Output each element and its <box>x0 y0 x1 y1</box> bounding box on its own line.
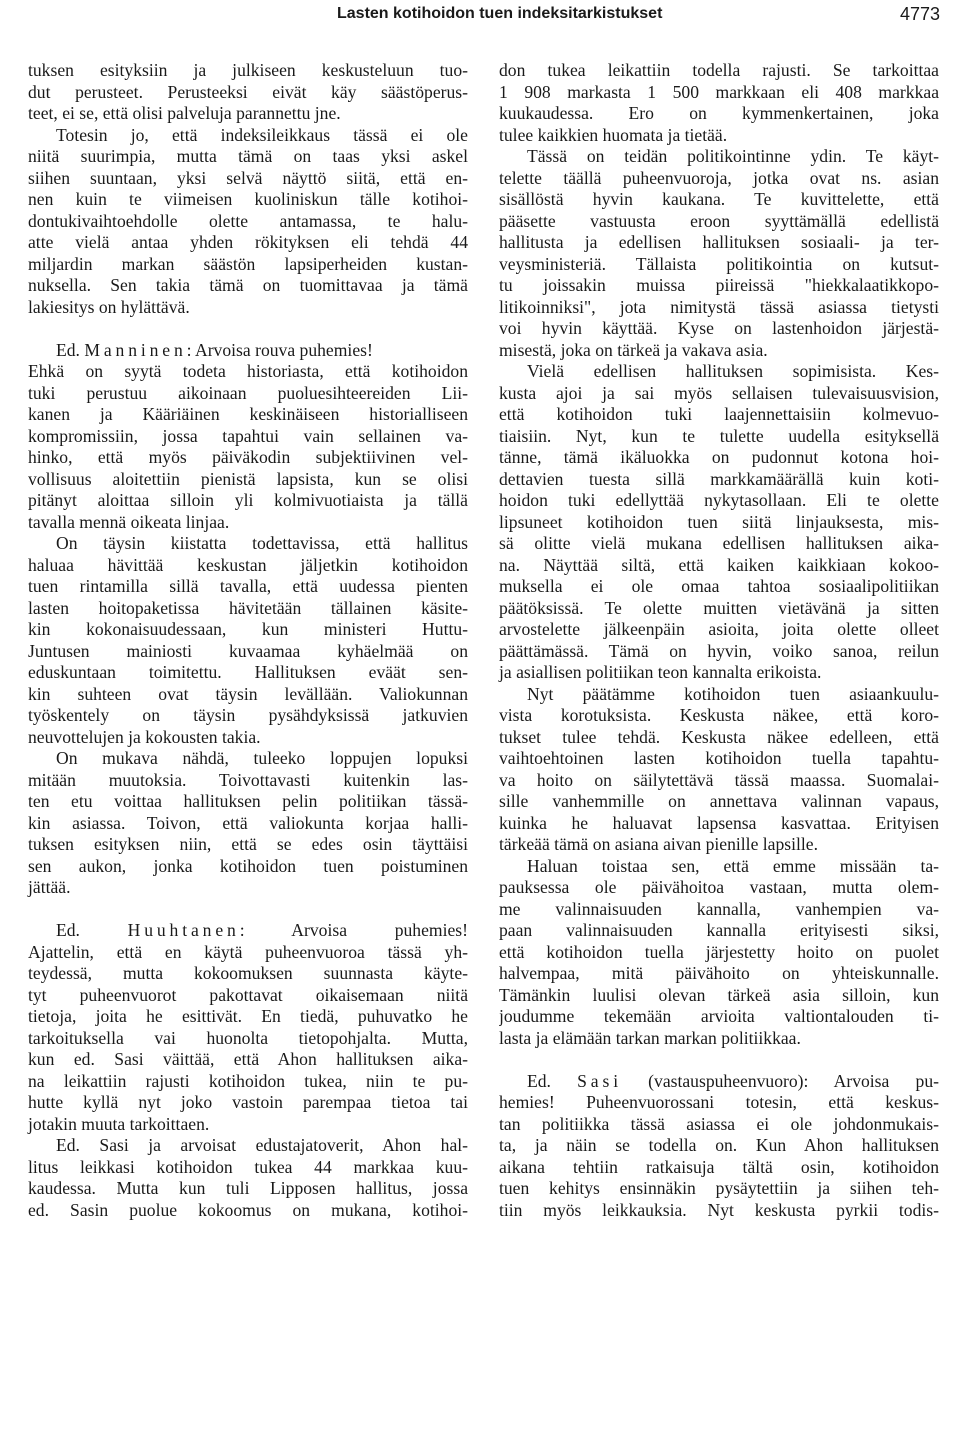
text-line: voi hyvin käyttää. Kyse on lastenhoidon järjestä- <box>499 318 939 338</box>
text-line: sille vanhemmille on annettava valinnan vapaus, <box>499 791 939 811</box>
text-line: misestä, joka on tärkeä ja vakava asia. <box>499 339 768 360</box>
text-line: päättämässä. Tämä on hyvin, voiko sanoa, reilun <box>499 640 939 661</box>
text-line: hallitusta ja edellisen hallituksen sosiaali- ja ter- <box>499 232 939 252</box>
text-line: tan politiikka tässä asiassa ei ole johdonmukais- <box>499 1113 939 1134</box>
text-line: On täysin kiistatta todettavissa, että hallitus <box>56 533 468 553</box>
text-line <box>28 340 468 362</box>
text-line: muksella ei ole omaa tahtoa sosiaalipolitiikan <box>499 576 939 596</box>
page-number: 4773 <box>899 4 940 24</box>
text-line: Haluan toistaa sen, että emme missään ta- <box>527 855 939 876</box>
text-line: Tässä on teidän politikointinne ydin. Te käyt- <box>527 146 939 166</box>
text-line: dut perusteet. Perusteeksi eivät käy säästöperus- <box>28 81 468 102</box>
speech-text: : Arvoisa rouva puhemies! <box>186 339 373 360</box>
speaker-name: Sasi <box>577 1070 622 1091</box>
text-line: va hoito on säilytettävä tässä maassa. Suomalai- <box>499 769 939 790</box>
paragraph-gap <box>499 1049 939 1071</box>
text-line: ten etu voittaa hallituksen pelin politiikan tässä- <box>28 791 468 811</box>
text-line <box>499 1071 939 1093</box>
text-line: halvempaa, mitä päivähoito on yhteiskunnalle. <box>499 963 939 983</box>
text-line: don tukea leikattiin todella rajusti. Se tarkoittaa <box>499 60 939 80</box>
speaker-name: Huuhtanen <box>127 920 240 940</box>
text-line: Ed. Sasi ja arvoisat edustajatoverit, Ahon hal- <box>56 1135 468 1155</box>
text-line: dettavien tuesta sillä markkamäärällä kuin koti- <box>499 468 939 489</box>
text-line: lakiesitys on hylättävä. <box>28 296 190 317</box>
text-line: 1 908 markasta 1 500 markkaan eli 408 markkaa <box>499 81 939 102</box>
text-line: joudumme tekemään arvioita valtiontalouden ti- <box>499 1006 939 1026</box>
running-title: Lasten kotihoidon tuen indeksitarkistukset <box>337 5 663 22</box>
text-line: sen aukon, jonka kotihoidon tuen poistuminen <box>28 855 468 876</box>
text-line: pauksessa ole päivähoitoa vastaan, mutta olem- <box>499 877 939 897</box>
text-line: kin suhteen ovat täysin levällään. Valiokunnan <box>28 683 468 704</box>
text-line: me valinnaisuuden kannalla, vanhempien va- <box>499 898 939 919</box>
text-line: telette täällä puheenvuoroja, jotka ovat ns. asian <box>499 167 939 188</box>
left-column <box>28 60 468 1221</box>
text-line: Juntusen mainiosti kuvaamaa kyhäelmää on <box>28 640 468 661</box>
text-line: kuinka he haluavat lapsensa kasvattaa. Erityisen <box>499 812 939 833</box>
text-line: Ajattelin, että en käytä puheenvuoroa tässä yh- <box>28 941 468 962</box>
text-line: hoidon tuki edellyttää nykytasollaan. Eli te olette <box>499 490 939 510</box>
text-line <box>28 920 468 942</box>
text-line: päätöksissä. Te olette muitten vietävänä ja sitten <box>499 597 939 618</box>
text-line: neuvottelujen ja kokousten takia. <box>28 726 261 747</box>
text-line: pääsette vastuusta eroon syyttämällä edellistä <box>499 210 939 231</box>
text-line: työskentely on täysin pysähdyksissä jatkuvien <box>28 705 468 725</box>
text-line: ed. Sasin puolue kokoomus on mukana, kotihoi- <box>28 1199 468 1220</box>
text-line: teet, ei se, että olisi palveluja parannettu jne. <box>28 103 341 123</box>
text-line: sä olitte vielä mukana edellisen hallituksen aika- <box>499 533 939 553</box>
text-line: tulee kaikkien huomata ja tietää. <box>499 124 728 145</box>
text-line: tuen kehitys ensinnäkin pysäytettiin ja siihen teh- <box>499 1178 939 1198</box>
text-line: tietoja, joita he esittivät. En tiedä, puhuvatko he <box>28 1006 468 1026</box>
text-line: Vielä edellisen hallituksen sopimisista. Kes- <box>527 361 939 381</box>
text-line: paan valinnaisuuden kannalla erityisesti siksi, <box>499 920 939 940</box>
text-line: kin kokonaisuudessaan, kun ministeri Huttu- <box>28 619 468 639</box>
text-line: tuki perustuu aikoinaan puoluesihteereiden Lii- <box>28 382 468 403</box>
text-line: dontukivaihtoehdolle olette antamassa, te halu- <box>28 210 468 231</box>
speech-text: (vastauspuheenvuoro): Arvoisa pu- <box>621 1070 939 1091</box>
text-line: kanen ja Kääriäinen keskinäiseen historialliseen <box>28 404 468 424</box>
right-column <box>499 60 939 1221</box>
text-line: tuksen esityksiin ja julkiseen keskusteluun tuo- <box>28 60 468 80</box>
text-line: Totesin jo, että indeksileikkaus tässä ei ole <box>56 124 468 145</box>
text-line: lasta ja elämään tarkan markan politiikkaa. <box>499 1027 801 1048</box>
speech-text: : Arvoisa puhemies! <box>239 920 468 940</box>
text-line: hutte kyllä nyt joko vastoin parempaa tietoa tai <box>28 1092 468 1112</box>
text-line: eduskuntaan toimitettu. Hallituksen eväät sen- <box>28 662 468 682</box>
text-line: jättää. <box>28 877 71 897</box>
text-line: na leikattiin rajusti kotihoidon tukea, niin te pu- <box>28 1070 468 1091</box>
text-line: ja asiallisen politiikan teon kannalta erikoista. <box>499 662 822 682</box>
text-line: tavalla mennä oikeata linjaa. <box>28 511 230 532</box>
text-line: sisällöstä hyvin kaukana. Te kuvittelette, että <box>499 189 939 209</box>
text-line: na. Näyttää siltä, että kaiken kaikkiaan kokoo- <box>499 554 939 575</box>
text-line: nuksella. Sen takia tämä on tuomittavaa ja tämä <box>28 275 468 295</box>
text-line: tärkeää tämä on asiana aivan pienille lapsille. <box>499 834 818 854</box>
text-line: veysministeriä. Tällaista politikointia on kutsut- <box>499 253 939 274</box>
text-line: tukset tulee tehdä. Keskusta näkee edelleen, että <box>499 726 939 747</box>
text-line: tyt puheenvuorot pakottavat oikaisemaan niitä <box>28 984 468 1005</box>
paragraph-gap <box>28 318 468 340</box>
text-line: pitänyt aloittaa silloin yli kolmivuotiaista ja tällä <box>28 490 468 510</box>
text-line: tuksen esityksen niin, että se edes osin täyttäisi <box>28 834 468 854</box>
text-line: litus leikkasi kotihoidon tukea 44 markkaa kuu- <box>28 1156 468 1177</box>
text-line: litikoinniksi", jota nimitystä tässä asiassa tietysti <box>499 296 939 317</box>
text-line: siihen suuntaan, yksi selvä näyttö siitä, että en- <box>28 167 468 188</box>
speaker-prefix: Ed. <box>56 339 85 360</box>
text-line: lipsuneet kotihoidon tuen siitä linjauksesta, mis- <box>499 511 939 532</box>
text-line: hemies! Puheenvuorossani totesin, että keskus- <box>499 1092 939 1112</box>
text-line: tänne, tämä ikäluokka on pudonnut kotona hoi- <box>499 447 939 467</box>
text-line: kaudessa. Mutta kun tuli Lipposen hallitus, jossa <box>28 1178 468 1198</box>
text-line: aikana tehtiin ratkaisuja tältä osin, kotihoidon <box>499 1156 939 1177</box>
speaker-name: Manninen <box>84 339 187 360</box>
text-line: Ehkä on syytä todeta historiasta, että kotihoidon <box>28 361 468 381</box>
text-line: vaihtoehtoinen lasten kotihoidon tuella tapahtu- <box>499 748 939 768</box>
text-line: haluaa hävittää keskustan jäljetkin kotihoidon <box>28 554 468 575</box>
speaker-prefix: Ed. <box>527 1070 578 1091</box>
text-line: kun ed. Sasi väittää, että Ahon hallituksen aika- <box>28 1049 468 1069</box>
text-line: lasten hoitopaketissa hävitetään tällainen käsite- <box>28 597 468 618</box>
text-line: tuen rintamilla sillä tavalla, että uudessa pienten <box>28 576 468 596</box>
text-line: ta, ja näin se todella on. Kun Ahon hallituksen <box>499 1135 939 1155</box>
text-line: nen kuin te viimeisen kuoliniskun tälle kotihoi- <box>28 189 468 209</box>
text-line: niitä suurimpia, mutta tämä on taas yksi askel <box>28 146 468 166</box>
text-line: On mukava nähdä, tuleeko loppujen lopuksi <box>56 748 468 768</box>
speaker-prefix: Ed. <box>56 920 128 940</box>
text-line: vista korotuksista. Keskusta näkee, että koro- <box>499 705 939 725</box>
text-line: että kotihoidon tuki laajennettaisiin kolmevuo- <box>499 404 939 424</box>
text-line: Nyt päätämme kotihoidon tuen asiaankuulu- <box>527 683 939 704</box>
text-line: Tämänkin luulisi olevan tärkeä asia silloin, kun <box>499 984 939 1005</box>
paragraph-gap <box>28 899 468 921</box>
text-line: vollisuus aloitettiin pienistä lapsista, kun se olisi <box>28 468 468 489</box>
text-line: mitään muutoksia. Toivottavasti kuitenkin las- <box>28 769 468 790</box>
text-line: kin asiassa. Toivon, että valiokunta korjaa halli- <box>28 812 468 833</box>
text-line: kusta ajoi ja sai myös sellaisen tulevaisuusvision, <box>499 382 939 403</box>
text-line: atte vielä antaa yhden rökityksen eli tehdä 44 <box>28 232 468 252</box>
text-line: tiaisiin. Nyt, kun te tulette uudella esityksellä <box>499 425 939 446</box>
text-line: miljardin markan säästön lapsiperheiden kustan- <box>28 253 468 274</box>
text-line: tiin myös leikkauksia. Nyt keskusta pyrkii todis- <box>499 1199 939 1220</box>
text-line: hinko, että myös päiväkodin subjektiivinen vel- <box>28 447 468 467</box>
text-line: kuukaudessa. Ero on kymmenkertainen, joka <box>499 103 939 123</box>
text-line: arvostelette jälkeenpäin asioita, joita olette olleet <box>499 619 939 639</box>
text-line: tu joissakin muissa piireissä "hiekkalaatikkopo- <box>499 275 939 295</box>
text-line: että kotihoidon tuella järjestetty hoito on puolet <box>499 941 939 962</box>
text-line: tarkoituksella vai huonolta tietopohjalta. Mutta, <box>28 1027 468 1048</box>
text-line: teydessä, mutta kokoomuksen suunnasta käyte- <box>28 963 468 983</box>
text-line: jotakin muuta tarkoittaen. <box>28 1113 210 1134</box>
text-line: kompromissiin, jossa tapahtui vain sellainen va- <box>28 425 468 446</box>
page-header <box>0 0 960 34</box>
